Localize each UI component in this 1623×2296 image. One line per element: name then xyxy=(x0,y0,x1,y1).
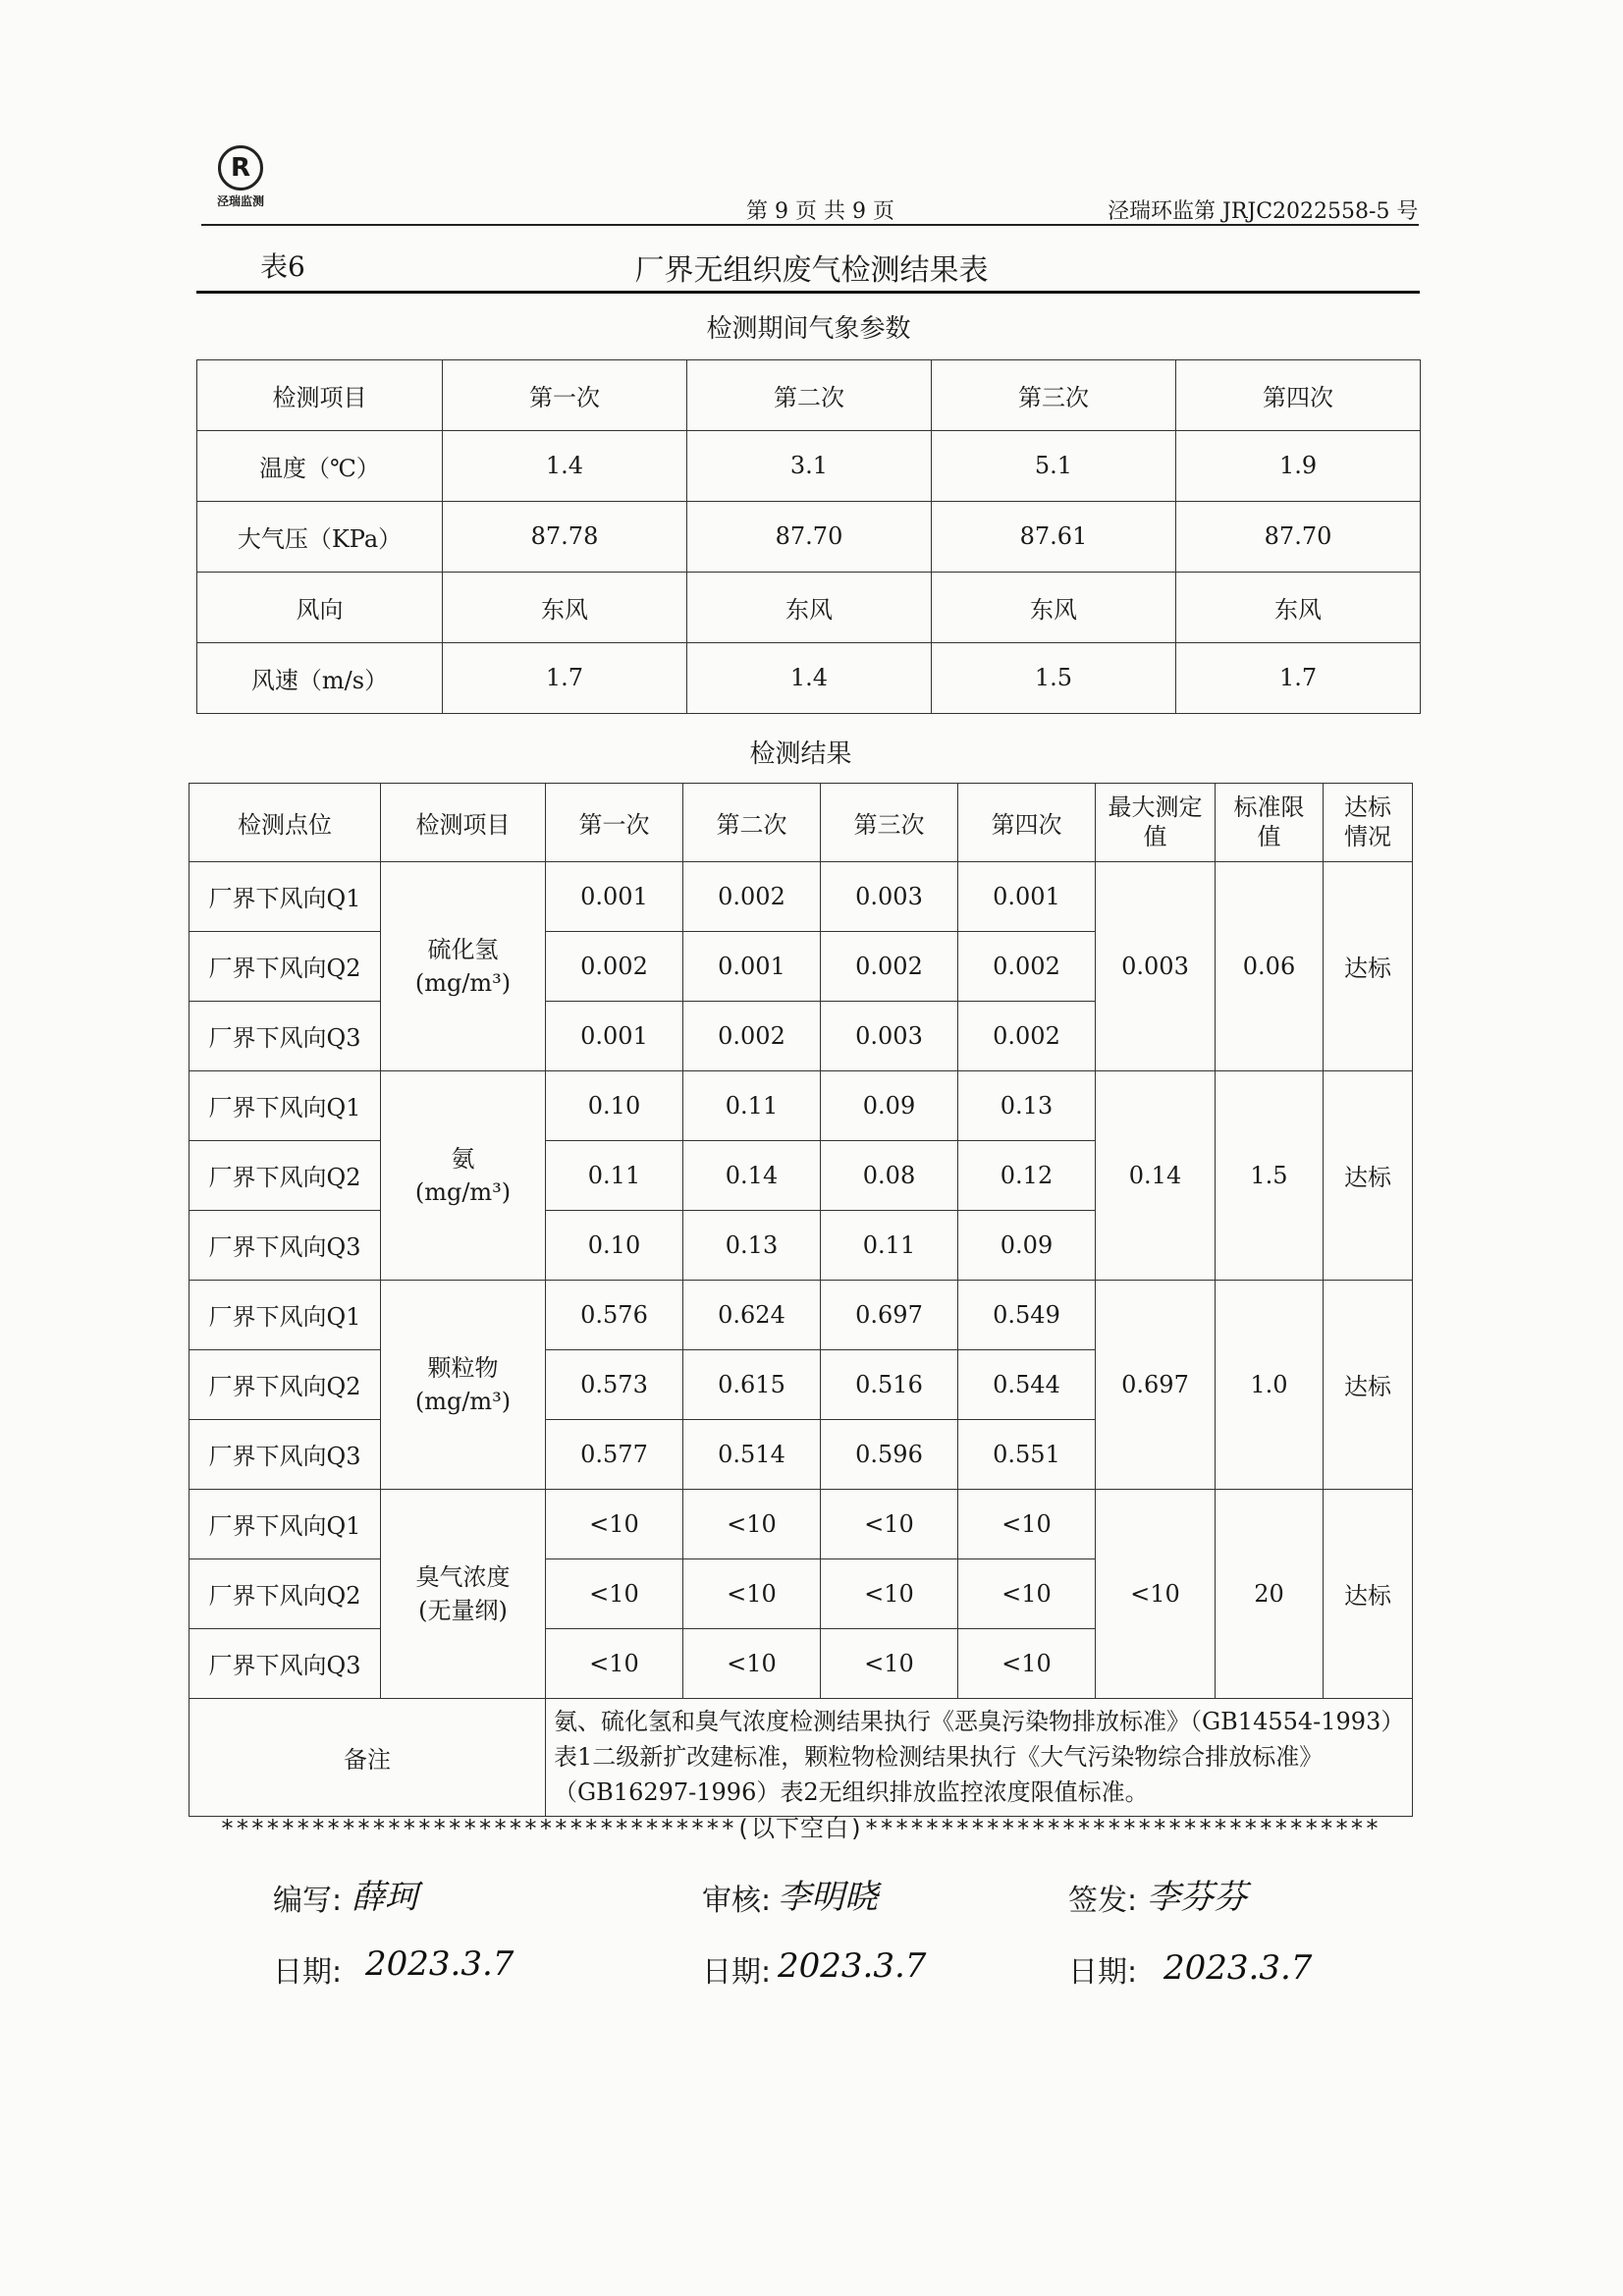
writer-label: 编写: xyxy=(273,1884,343,1918)
point-cell: 厂界下风向Q2 xyxy=(189,1140,381,1210)
cell: 东风 xyxy=(687,572,932,642)
remark-row xyxy=(189,1698,1413,1816)
value-cell: 0.514 xyxy=(683,1419,821,1489)
point-cell: 厂界下风向Q1 xyxy=(189,861,381,931)
value-cell: 0.002 xyxy=(958,931,1096,1001)
item-unit: mg/m³ xyxy=(424,1177,502,1206)
point-cell: 厂界下风向Q1 xyxy=(189,1489,381,1558)
limit-cell: 20 xyxy=(1216,1489,1324,1698)
table-row xyxy=(197,430,1421,501)
value-cell: 0.001 xyxy=(958,861,1096,931)
value-cell: 0.11 xyxy=(683,1070,821,1140)
value-cell: 0.002 xyxy=(683,1001,821,1070)
title-rule xyxy=(196,291,1420,294)
header-cell: 第三次 xyxy=(821,783,958,861)
results-header-row xyxy=(189,783,1413,861)
remark-text: 氨、硫化氢和臭气浓度检测结果执行《恶臭污染物排放标准》（GB14554-1993）表1二级新扩改建标准，颗粒物检测结果执行《大气污染物综合排放标准》（GB16297-1996）表2无组织排放监控浓度限值标准。 xyxy=(546,1698,1413,1816)
table-row xyxy=(197,642,1421,713)
header-cell: 第四次 xyxy=(1176,359,1421,430)
value-cell: 0.002 xyxy=(683,861,821,931)
cell: 1.4 xyxy=(443,430,687,501)
point-cell: 厂界下风向Q3 xyxy=(189,1419,381,1489)
value-cell: <10 xyxy=(546,1628,683,1698)
value-cell: 0.003 xyxy=(821,861,958,931)
value-cell: 0.11 xyxy=(821,1210,958,1280)
header-cell: 第一次 xyxy=(546,783,683,861)
item-unit: mg/m³ xyxy=(424,968,502,997)
value-cell: <10 xyxy=(546,1489,683,1558)
cell: 1.5 xyxy=(932,642,1176,713)
value-cell: 0.624 xyxy=(683,1280,821,1349)
table-row xyxy=(189,861,1413,931)
point-cell: 厂界下风向Q1 xyxy=(189,1070,381,1140)
table-row xyxy=(189,1070,1413,1140)
cell: 东风 xyxy=(443,572,687,642)
cell: 87.70 xyxy=(1176,501,1421,572)
header-cell: 第二次 xyxy=(687,359,932,430)
table-row xyxy=(189,1280,1413,1349)
value-cell: 0.551 xyxy=(958,1419,1096,1489)
value-cell: <10 xyxy=(546,1558,683,1628)
point-cell: 厂界下风向Q1 xyxy=(189,1280,381,1349)
point-cell: 厂界下风向Q3 xyxy=(189,1210,381,1280)
header-rule xyxy=(201,224,1419,226)
cell: 1.4 xyxy=(687,642,932,713)
item-cell: 颗粒物 (mg/m³) xyxy=(381,1280,546,1489)
cell: 东风 xyxy=(1176,572,1421,642)
value-cell: 0.002 xyxy=(958,1001,1096,1070)
cell: 1.7 xyxy=(1176,642,1421,713)
results-caption: 检测结果 xyxy=(189,722,1413,783)
value-cell: 0.09 xyxy=(821,1070,958,1140)
item-unit: 无量纲 xyxy=(427,1596,499,1624)
value-cell: 0.002 xyxy=(821,931,958,1001)
writer-date: 2023.3.7 xyxy=(365,1944,514,1984)
cell: 1.9 xyxy=(1176,430,1421,501)
value-cell: <10 xyxy=(958,1628,1096,1698)
value-cell: 0.549 xyxy=(958,1280,1096,1349)
value-cell: 0.08 xyxy=(821,1140,958,1210)
point-cell: 厂界下风向Q3 xyxy=(189,1001,381,1070)
max-value-cell: <10 xyxy=(1096,1489,1216,1698)
header-cell: 最大测定值 xyxy=(1096,783,1216,861)
status-cell: 达标 xyxy=(1324,861,1413,1070)
value-cell: 0.576 xyxy=(546,1280,683,1349)
point-cell: 厂界下风向Q3 xyxy=(189,1628,381,1698)
header-cell: 检测点位 xyxy=(189,783,381,861)
point-cell: 厂界下风向Q2 xyxy=(189,1349,381,1419)
report-number: 泾瑞环监第 JRJC2022558-5 号 xyxy=(1108,199,1419,224)
header-cell: 检测项目 xyxy=(381,783,546,861)
value-cell: 0.596 xyxy=(821,1419,958,1489)
max-value-cell: 0.003 xyxy=(1096,861,1216,1070)
weather-table xyxy=(196,295,1421,714)
end-of-data-marker: **********************************(以下空白)********************************** xyxy=(220,1815,1380,1842)
row-label: 大气压（KPa） xyxy=(197,501,443,572)
value-cell: 0.11 xyxy=(546,1140,683,1210)
weather-caption: 检测期间气象参数 xyxy=(197,295,1421,359)
limit-cell: 1.0 xyxy=(1216,1280,1324,1489)
value-cell: <10 xyxy=(821,1489,958,1558)
reviewer-date-label: 日期: xyxy=(702,1955,772,1990)
approver-date-label: 日期: xyxy=(1068,1955,1138,1990)
company-logo xyxy=(201,145,280,214)
value-cell: <10 xyxy=(821,1628,958,1698)
value-cell: <10 xyxy=(958,1489,1096,1558)
value-cell: 0.001 xyxy=(546,861,683,931)
value-cell: 0.09 xyxy=(958,1210,1096,1280)
table-row xyxy=(197,572,1421,642)
value-cell: 0.001 xyxy=(546,1001,683,1070)
point-cell: 厂界下风向Q2 xyxy=(189,1558,381,1628)
item-cell: 臭气浓度 (无量纲) xyxy=(381,1489,546,1698)
header-cell: 第二次 xyxy=(683,783,821,861)
item-name: 颗粒物 xyxy=(427,1353,499,1382)
value-cell: 0.12 xyxy=(958,1140,1096,1210)
header-cell: 达标情况 xyxy=(1324,783,1413,861)
value-cell: <10 xyxy=(821,1558,958,1628)
header-cell: 第三次 xyxy=(932,359,1176,430)
table-title: 厂界无组织废气检测结果表 xyxy=(634,253,989,288)
header-cell: 标准限值 xyxy=(1216,783,1324,861)
value-cell: <10 xyxy=(683,1558,821,1628)
cell: 3.1 xyxy=(687,430,932,501)
table-row xyxy=(189,1489,1413,1558)
header-cell: 检测项目 xyxy=(197,359,443,430)
results-table xyxy=(189,722,1413,1817)
table-row xyxy=(197,501,1421,572)
status-cell: 达标 xyxy=(1324,1280,1413,1489)
reviewer-signature: 李明晓 xyxy=(778,1878,878,1917)
max-value-cell: 0.697 xyxy=(1096,1280,1216,1489)
writer-date-label: 日期: xyxy=(273,1955,343,1990)
status-cell: 达标 xyxy=(1324,1070,1413,1280)
weather-header-row xyxy=(197,359,1421,430)
reviewer-label: 审核: xyxy=(702,1884,772,1918)
approver-signature: 李芬芬 xyxy=(1147,1878,1247,1917)
value-cell: 0.10 xyxy=(546,1070,683,1140)
row-label: 风速（m/s） xyxy=(197,642,443,713)
max-value-cell: 0.14 xyxy=(1096,1070,1216,1280)
cell: 87.70 xyxy=(687,501,932,572)
approver-date: 2023.3.7 xyxy=(1163,1948,1313,1988)
limit-cell: 0.06 xyxy=(1216,861,1324,1070)
limit-cell: 1.5 xyxy=(1216,1070,1324,1280)
item-unit: mg/m³ xyxy=(424,1387,502,1415)
cell: 87.78 xyxy=(443,501,687,572)
row-label: 温度（℃） xyxy=(197,430,443,501)
cell: 87.61 xyxy=(932,501,1176,572)
value-cell: 0.10 xyxy=(546,1210,683,1280)
approver-label: 签发: xyxy=(1068,1884,1138,1918)
status-cell: 达标 xyxy=(1324,1489,1413,1698)
writer-signature: 薛珂 xyxy=(352,1878,418,1917)
item-name: 氨 xyxy=(451,1144,475,1173)
point-cell: 厂界下风向Q2 xyxy=(189,931,381,1001)
logo-text: 泾瑞监测 xyxy=(216,194,264,208)
value-cell: <10 xyxy=(683,1628,821,1698)
value-cell: 0.14 xyxy=(683,1140,821,1210)
value-cell: 0.697 xyxy=(821,1280,958,1349)
table-label: 表6 xyxy=(260,250,305,283)
value-cell: 0.573 xyxy=(546,1349,683,1419)
value-cell: 0.615 xyxy=(683,1349,821,1419)
logo-mark: R xyxy=(218,145,263,191)
value-cell: 0.003 xyxy=(821,1001,958,1070)
value-cell: 0.516 xyxy=(821,1349,958,1419)
row-label: 风向 xyxy=(197,572,443,642)
value-cell: 0.544 xyxy=(958,1349,1096,1419)
value-cell: 0.577 xyxy=(546,1419,683,1489)
page-info: 第 9 页 共 9 页 xyxy=(746,199,894,224)
reviewer-date: 2023.3.7 xyxy=(778,1946,927,1986)
value-cell: <10 xyxy=(958,1558,1096,1628)
value-cell: 0.002 xyxy=(546,931,683,1001)
header-cell: 第四次 xyxy=(958,783,1096,861)
item-name: 硫化氢 xyxy=(427,935,499,963)
header-cell: 第一次 xyxy=(443,359,687,430)
value-cell: 0.13 xyxy=(683,1210,821,1280)
item-cell: 氨 (mg/m³) xyxy=(381,1070,546,1280)
value-cell: 0.001 xyxy=(683,931,821,1001)
cell: 东风 xyxy=(932,572,1176,642)
cell: 5.1 xyxy=(932,430,1176,501)
cell: 1.7 xyxy=(443,642,687,713)
value-cell: <10 xyxy=(683,1489,821,1558)
item-cell: 硫化氢 (mg/m³) xyxy=(381,861,546,1070)
remark-label: 备注 xyxy=(189,1698,546,1816)
value-cell: 0.13 xyxy=(958,1070,1096,1140)
item-name: 臭气浓度 xyxy=(415,1562,511,1591)
